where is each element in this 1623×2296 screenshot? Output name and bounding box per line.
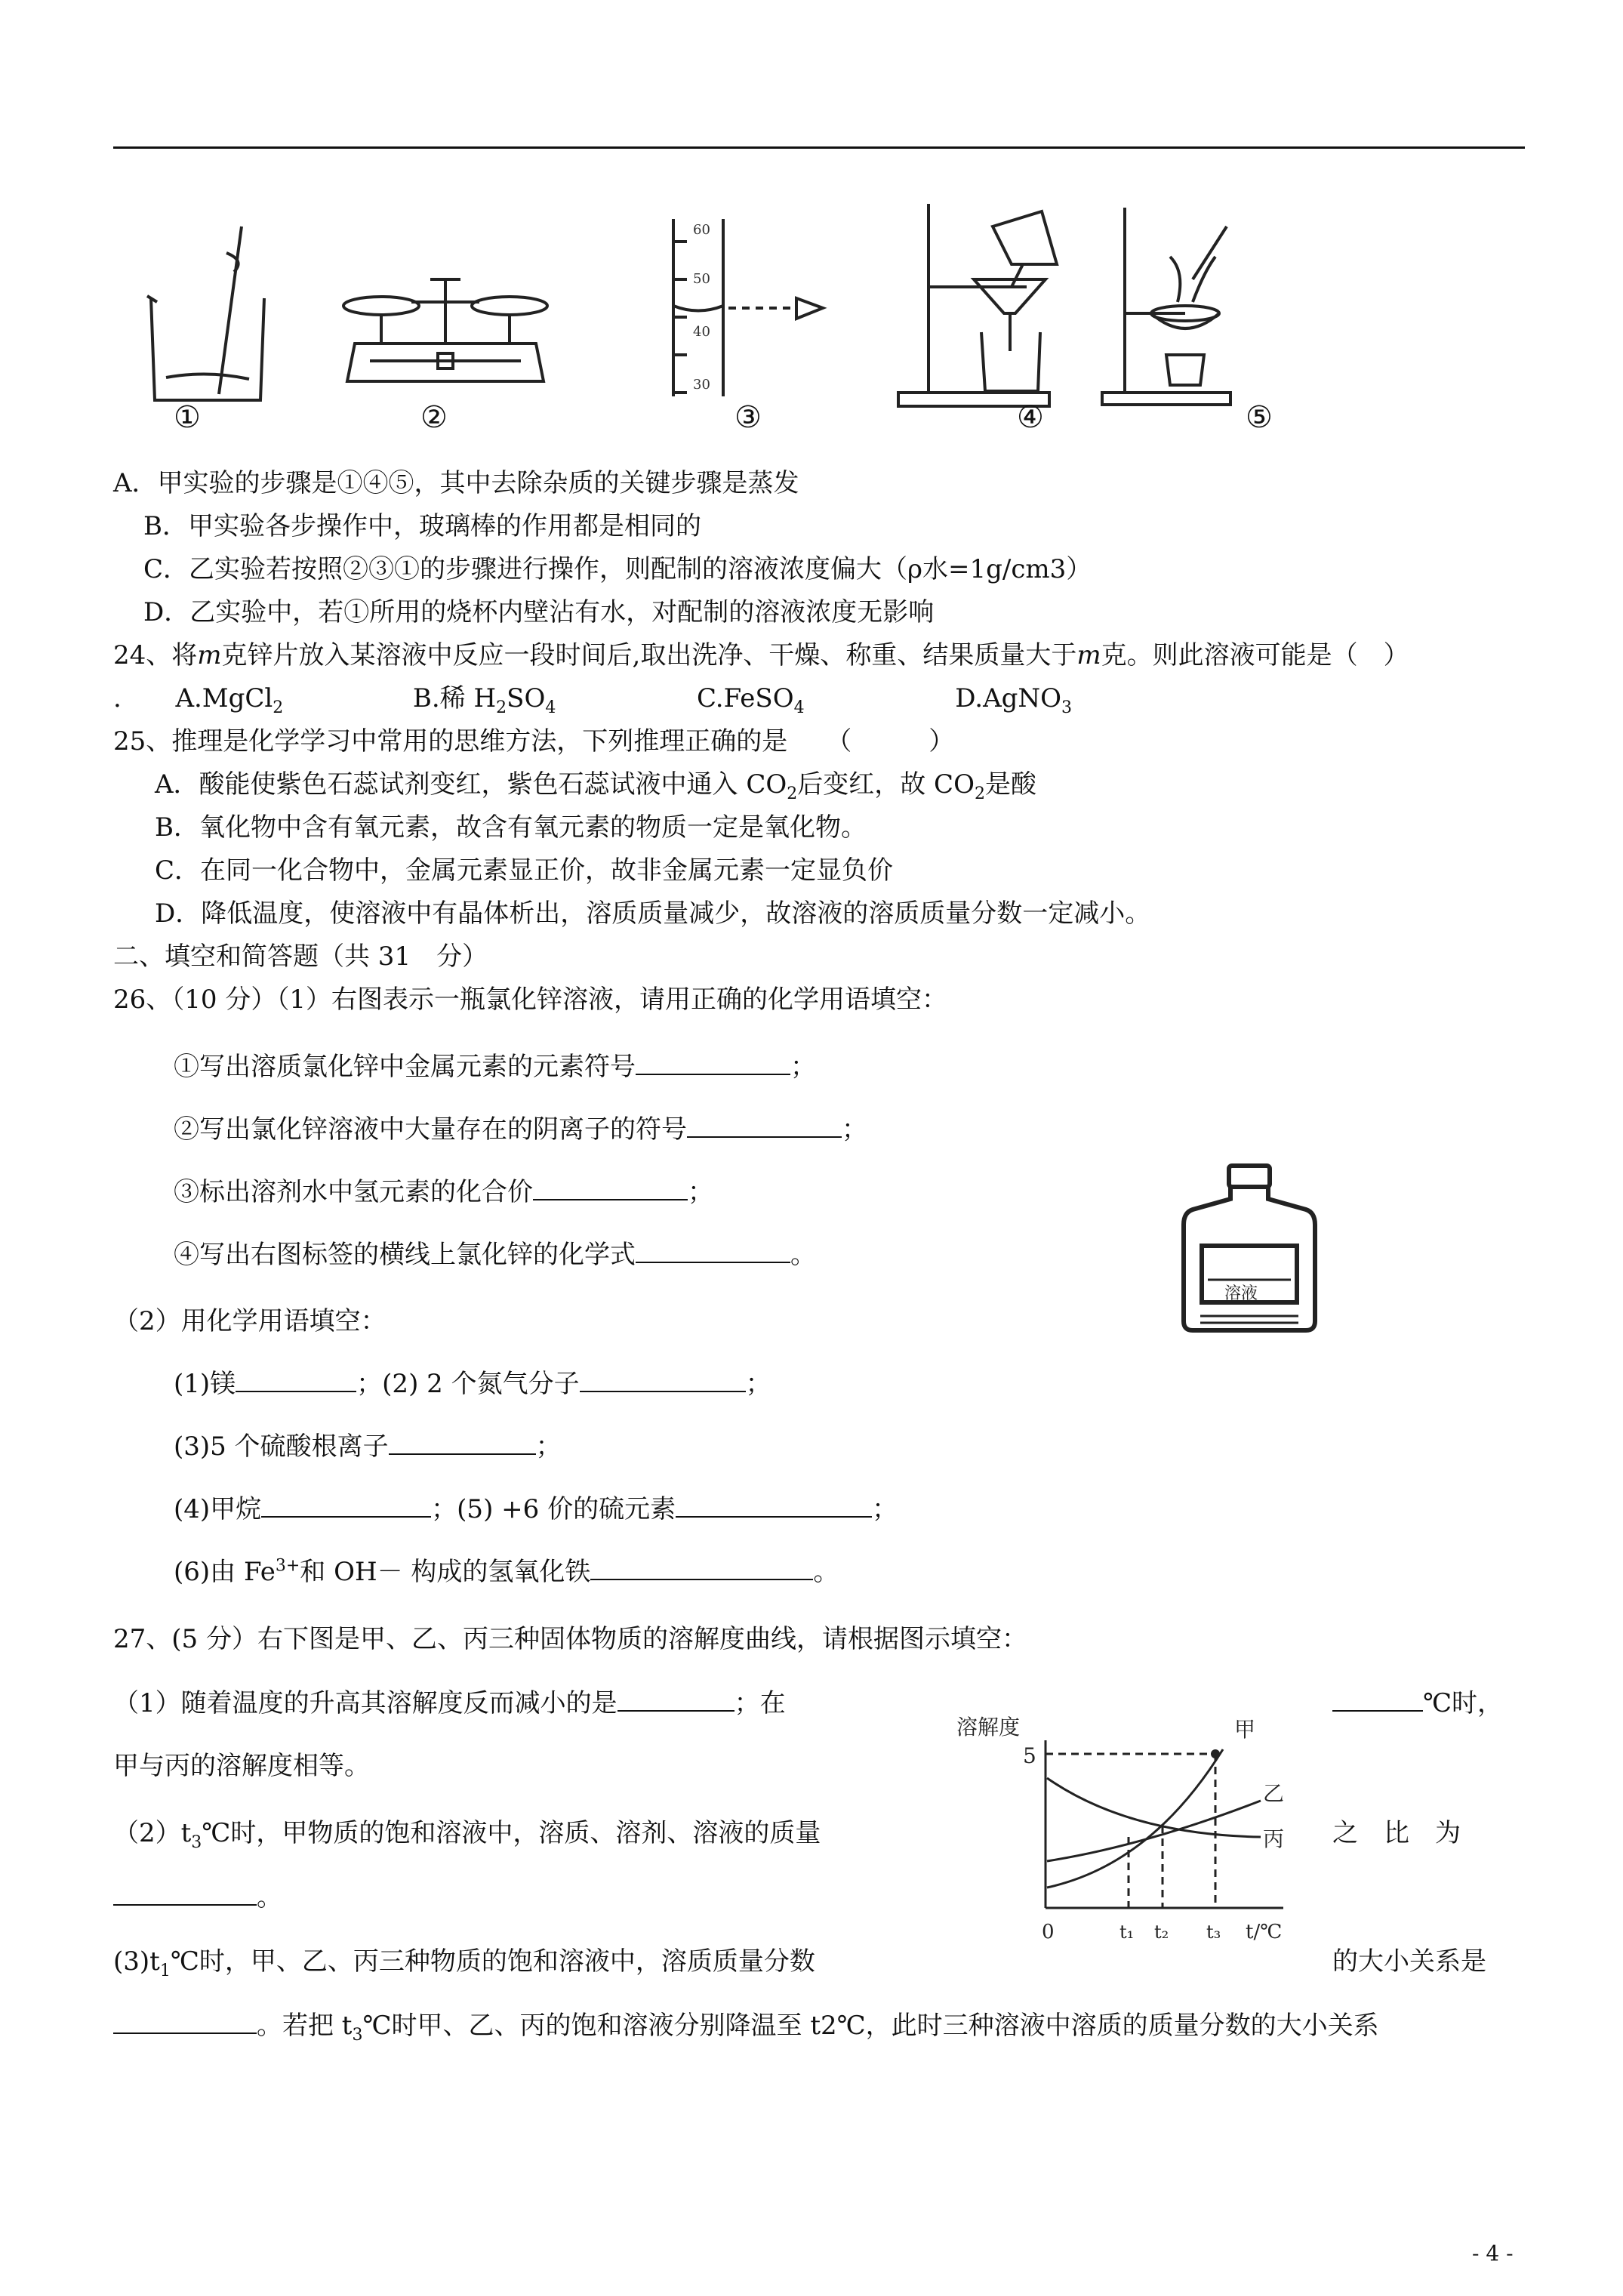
- filtration-apparatus-icon: [898, 204, 1057, 406]
- graduated-cylinder-icon: [673, 219, 823, 396]
- evaporation-apparatus-icon: [1102, 208, 1230, 405]
- q26-stem: 26、（10 分）（1）右图表示一瓶氯化锌溶液，请用正确的化学用语填空：: [113, 985, 947, 1015]
- answer-blank[interactable]: [636, 1239, 790, 1263]
- answer-blank[interactable]: [1332, 1687, 1423, 1712]
- page-number: - 4 -: [1472, 2241, 1514, 2266]
- q24-option-a: A.MgCl$_2$: [175, 683, 284, 717]
- q23-option-a: A．甲实验的步骤是①④⑤，其中去除杂质的关键步骤是蒸发: [113, 468, 799, 498]
- answer-blank[interactable]: [617, 1687, 735, 1712]
- answer-blank[interactable]: [261, 1493, 431, 1518]
- q27-sub2: $(2)t_3℃$时，甲物质的饱和溶液中，溶质、溶剂、溶液的质量: [113, 1818, 821, 1852]
- figure-label-5: ⑤: [1246, 400, 1273, 435]
- q24-stem: 24、将m克锌片放入某溶液中反应一段时间后,取出洗净、干燥、称重、结果质量大于m克。则此溶液可能是（ ）: [113, 640, 1409, 670]
- apparatus-figures: [113, 181, 1321, 453]
- y-axis-label: 溶解度: [956, 1715, 1021, 1740]
- q27-sub1: （1）随着温度的升高其溶解度反而减小的是 ；在: [113, 1688, 786, 1718]
- bottle-icon: [1184, 1166, 1315, 1330]
- q25-option-d: D．降低温度，使溶液中有晶体析出，溶质质量减少，故溶液的溶质质量分数一定减小。: [155, 898, 1151, 929]
- cylinder-tick: 30: [693, 377, 710, 393]
- q25-option-c: C．在同一化合物中，金属元素显正价，故非金属元素一定显负价: [155, 855, 894, 886]
- answer-blank[interactable]: [533, 1176, 688, 1200]
- q24-option-c: C.FeSO$_4$: [696, 683, 805, 717]
- solubility-curve-figure: [947, 1703, 1302, 1944]
- q26-item-2: ②写出氯化锌溶液中大量存在的阴离子的符号 ；: [174, 1114, 867, 1145]
- series-label-jia: 甲: [1234, 1717, 1256, 1742]
- cylinder-tick: 40: [693, 324, 710, 340]
- answer-blank[interactable]: [590, 1556, 813, 1580]
- figure-label-2: ②: [420, 400, 448, 435]
- q26-part2-line1: (1)镁 ；(2) 2 个氮气分子 ；: [174, 1369, 771, 1399]
- cylinder-tick: 60: [693, 222, 710, 238]
- answer-blank[interactable]: [236, 1368, 356, 1392]
- q26-item-3: ③标出溶剂水中氢元素的化合价 ；: [174, 1177, 713, 1207]
- x-axis-label: t/℃: [1246, 1921, 1283, 1943]
- q24-options: . A.MgCl$_2$ B.稀 $H_2SO_4$ C.FeSO$_4$ D.AgNO$_3$: [113, 683, 1073, 717]
- q24-option-b: B.稀 $H_2SO_4$: [412, 683, 556, 717]
- bottle-label: 溶液: [1224, 1284, 1258, 1303]
- q27-sub1-right: ℃时，: [1332, 1682, 1503, 1719]
- q26-part2-line4: (6)由 $Fe^{3+}$和 OH－ 构成的氢氧化铁 。: [174, 1556, 839, 1587]
- answer-blank[interactable]: [113, 2010, 257, 2034]
- answer-blank[interactable]: [113, 1881, 257, 1906]
- cylinder-tick: 50: [693, 271, 710, 287]
- q26-part2-line3: (4)甲烷 ；(5) +6 价的硫元素 ；: [174, 1494, 898, 1524]
- q27-sub3: $(3)t_1℃$时，甲、乙、丙三种物质的饱和溶液中，溶质质量分数: [113, 1946, 815, 1980]
- q27-sub3-cont: 。若把 $t_3℃$时甲、乙、丙的饱和溶液分别降温至 t2℃，此时三种溶液中溶质的质量分数的大小关系: [113, 2005, 1379, 2045]
- x-tick-label: t₁: [1119, 1922, 1135, 1943]
- q25-stem: 25、推理是化学学习中常用的思维方法，下列推理正确的是 （ ）: [113, 726, 955, 757]
- series-label-bing: 丙: [1263, 1826, 1285, 1851]
- x-tick-label: t₃: [1206, 1922, 1221, 1943]
- q23-option-d: D．乙实验中，若①所用的烧杯内壁沾有水，对配制的溶液浓度无影响: [143, 597, 935, 627]
- q24-option-d: D.AgNO$_3$: [955, 683, 1073, 717]
- q27-sub2-right: 之 比 为: [1332, 1818, 1461, 1848]
- answer-blank[interactable]: [687, 1114, 842, 1138]
- curve-point: [1211, 1749, 1220, 1758]
- q27-stem: 27、(5 分）右下图是甲、乙、丙三种固体物质的溶解度曲线，请根据图示填空：: [113, 1624, 1027, 1654]
- curve-yi: [1047, 1801, 1261, 1861]
- q26-part2-stem: （2）用化学用语填空：: [113, 1306, 387, 1336]
- q23-option-b: B．甲实验各步操作中，玻璃棒的作用都是相同的: [143, 511, 701, 541]
- q26-item-4: ④写出右图标签的横线上氯化锌的化学式 。: [174, 1240, 816, 1270]
- figure-label-3: ③: [735, 400, 762, 435]
- origin-label: 0: [1042, 1921, 1055, 1943]
- q26-part2-line2: (3)5 个硫酸根离子 ；: [174, 1432, 562, 1462]
- answer-blank[interactable]: [580, 1368, 746, 1392]
- series-label-yi: 乙: [1263, 1781, 1285, 1806]
- curve-bing: [1047, 1778, 1261, 1837]
- q27-sub3-right: 的大小关系是: [1332, 1946, 1486, 1977]
- figure-label-1: ①: [174, 400, 201, 435]
- q27-sub2-cont: 。: [113, 1876, 282, 1913]
- q25-option-a: A．酸能使紫色石蕊试剂变红，紫色石蕊试液中通入 $CO_2$后变红，故 $CO_2$是酸: [155, 769, 1036, 803]
- x-tick-label: t₂: [1154, 1922, 1169, 1943]
- zinc-chloride-bottle-figure: [1178, 1163, 1321, 1336]
- answer-blank[interactable]: [636, 1051, 790, 1075]
- q23-option-c: C．乙实验若按照②③①的步骤进行操作，则配制的溶液浓度偏大（ρ水=1g/cm3）: [143, 554, 1092, 584]
- section-heading: 二、填空和简答题（共 31 分）: [113, 942, 488, 972]
- q27-sub1-cont: 甲与丙的溶解度相等。: [113, 1751, 370, 1781]
- figure-label-4: ④: [1017, 400, 1044, 435]
- header-rule: [113, 146, 1525, 149]
- answer-blank[interactable]: [389, 1431, 536, 1455]
- answer-blank[interactable]: [676, 1493, 872, 1518]
- balance-scale-icon: [343, 279, 547, 381]
- beaker-stirring-icon: [147, 227, 264, 400]
- y-tick-label: 5: [1023, 1743, 1036, 1768]
- q25-option-b: B．氧化物中含有氧元素，故含有氧元素的物质一定是氧化物。: [155, 812, 867, 843]
- q26-item-1: ①写出溶质氯化锌中金属元素的元素符号 ；: [174, 1052, 816, 1082]
